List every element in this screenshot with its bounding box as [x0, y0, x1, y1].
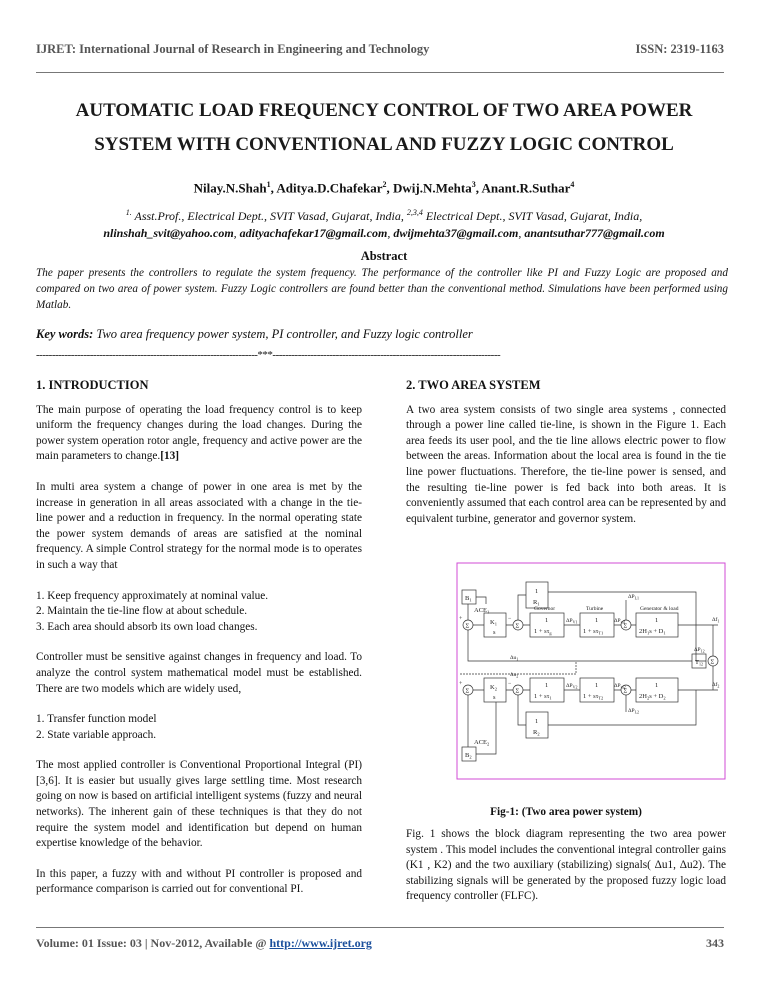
genload-label: Generator & load: [640, 606, 679, 612]
paper-title: [36, 94, 732, 162]
k2-s-label: s: [493, 694, 496, 701]
running-header: [36, 42, 724, 57]
affil-sup-1: 1.: [125, 208, 132, 217]
author-3-sup: 3: [471, 180, 476, 189]
plus-sign: +: [459, 616, 463, 622]
affil-text-1: Asst.Prof., Electrical Dept., SVIT Vasad, Gujarat, India,: [131, 209, 407, 223]
model-list: [36, 712, 362, 743]
two-area-block-diagram: [456, 562, 726, 780]
minus-sign: −: [508, 681, 512, 687]
header-rule: [36, 72, 724, 73]
sum5-symbol: Σ: [465, 687, 470, 695]
section-separator: ----------------------------------------------------------------------***------------------------------------------------------------------------: [36, 349, 501, 361]
dpv1-label: $\Delta P_{V1}$: [566, 618, 578, 625]
r1-den: $R_1$: [533, 599, 540, 607]
k1-s-label: s: [493, 629, 496, 636]
sum4-symbol: Σ: [710, 658, 715, 666]
dp12-label: $\Delta P_{12}$: [694, 647, 705, 654]
abstract-heading: Abstract: [360, 249, 408, 263]
intro-p1-ref: [13]: [160, 450, 180, 463]
intro-paragraph-4: The most applied controller is Conventional Proportional Integral (PI) [3,6]. It is easier but usually gives large settling time. Most research going on now is based on artificial intelligent systems (fuzzy and neural networks). The inherent gain of these techniques is that they do not require the system model and identification but depend on human expertise knowledge of the behavior.: [36, 759, 362, 850]
email-2-link[interactable]: adityachafekar17@gmail.com: [239, 226, 388, 240]
gen2-den: $2H_2s + D_2$: [639, 693, 666, 701]
plus-sign: +: [459, 681, 463, 687]
author-3: Dwij.N.Mehta: [393, 180, 472, 196]
list-item: 2. State variable approach.: [36, 728, 157, 741]
email-1-link[interactable]: nlinshah_svit@yahoo.com: [103, 226, 234, 240]
k1-label: $K_1$: [490, 619, 497, 627]
author-4-sup: 4: [570, 180, 575, 189]
figure-description: Fig. 1 shows the block diagram representing the two area power system . This model includes the conventional integral controller gains (K1 , K2) and the two auxiliary (stabilizing) signals( Δu1, Δu2). The stabilizing signals will be generated by the proposed fuzzy logic load frequency controller (FLFC).: [406, 828, 726, 903]
keywords: [36, 327, 728, 342]
author-1: Nilay.N.Shah: [193, 180, 267, 196]
running-footer: [36, 936, 724, 951]
intro-paragraph-2: In multi area system a change of power in one area is met by the increase in generation in all areas associated with a change in the tie-line power and a reduction in frequency. In the normal operating state the power system demands of areas are satisfied at the nominal frequency. A simple Control strategy for the normal mode is to operates in such a way that: [36, 480, 362, 571]
k2-label: $K_2$: [490, 684, 497, 692]
du1-label: $\Delta u_1$: [510, 655, 519, 662]
email-4-link[interactable]: anantsuthar777@gmail.com: [524, 226, 665, 240]
title-line-2: SYSTEM WITH CONVENTIONAL AND FUZZY LOGIC CONTROL: [94, 134, 674, 155]
b1-label: $B_1$: [465, 595, 472, 603]
gen2-num: 1: [655, 682, 659, 689]
ace1-label: $ACE_1$: [474, 607, 490, 615]
dpm1-label: $\Delta P_{m1}$: [614, 618, 626, 625]
sum7-symbol: Σ: [623, 687, 628, 695]
author-1-sup: 1: [266, 180, 271, 189]
dpl1-label: $\Delta P_{L1}$: [628, 594, 640, 601]
intro-paragraph-5: In this paper, a fuzzy with and without PI controller is proposed and performance comparison is carried out for conventional PI.: [36, 867, 362, 896]
title-line-1: AUTOMATIC LOAD FREQUENCY CONTROL OF TWO AREA POWER: [75, 100, 693, 121]
governor-label: Governor: [534, 606, 556, 612]
objective-list: [36, 589, 362, 636]
affiliation-line: [30, 204, 738, 225]
keywords-text: Two area frequency power system, PI controller, and Fuzzy logic controller: [93, 327, 473, 341]
list-item: 2. Maintain the tie-line flow at about schedule.: [36, 605, 248, 618]
author-2: Aditya.D.Chafekar: [276, 180, 383, 196]
r2-den: $R_2$: [533, 729, 540, 737]
df1-label: $\Delta f_1$: [712, 617, 720, 624]
figure-border: [457, 563, 725, 779]
list-item: 1. Keep frequency approximately at nominal value.: [36, 589, 269, 602]
list-item: 3. Each area should absorb its own load changes.: [36, 620, 258, 633]
dpl2-label: $\Delta P_{L2}$: [628, 708, 640, 715]
ace2-label: $ACE_2$: [474, 739, 490, 747]
dpv2-label: $\Delta P_{V2}$: [566, 683, 578, 690]
intro-paragraph-1: [36, 403, 362, 465]
affiliations: [30, 204, 738, 242]
author-2-sup: 2: [382, 180, 387, 189]
minus-sign: −: [508, 616, 512, 622]
tur2-den: $1 + s\tau_{T2}$: [583, 693, 604, 701]
b2-label: $B_2$: [465, 752, 472, 760]
email-3-link[interactable]: dwijmehta37@gmail.com: [393, 226, 519, 240]
author-list: Nilay.N.Shah$^1$, Aditya.D.Chafekar$^2$, Dwij.N.Mehta$^3$, Anant.R.Suthar$^4$: [193, 180, 575, 196]
affil-sup-2: 2,3,4: [406, 208, 423, 217]
df2-label: $\Delta f_2$: [712, 682, 720, 689]
gen1-den: $2H_1s + D_1$: [639, 628, 666, 636]
du2-label: $\Delta u_2$: [510, 672, 519, 679]
journal-website-link[interactable]: http://www.ijret.org: [269, 936, 372, 950]
two-area-paragraph: A two area system consists of two single area systems , connected through a power line called tie-line, is shown in the Figure 1. Each area feeds its user pool, and the tie line allows electric power to flow between the areas. Information about the local area is found in the tie line power fluctuations. Therefore, the tie-line power is sensed, and the resulting tie-line power is fed back into both areas. It is conveniently assumed that each control area can be represented by and equivalent turbine, generator and governor system.: [406, 403, 726, 525]
tur2-num: 1: [595, 682, 599, 689]
two-area-heading: 2. TWO AREA SYSTEM: [406, 378, 541, 392]
r1-num: 1: [535, 588, 539, 595]
t12-label: $T_{12}$: [695, 659, 703, 667]
affil-text-2: Electrical Dept., SVIT Vasad, Gujarat, India,: [422, 209, 643, 223]
abstract-text: The paper presents the controllers to regulate the system frequency. The performance of the controller like PI and Fuzzy Logic are proposed and compared on two area of power system. Fuzzy Logic controllers are found better than the conventional method. Simulations have been performed using Matlab.: [36, 267, 728, 311]
gov2-den: $1 + s\tau_1$: [534, 693, 552, 701]
figure-caption: Fig-1: (Two area power system): [490, 806, 642, 818]
intro-heading: 1. INTRODUCTION: [36, 378, 149, 392]
gov2-num: 1: [545, 682, 549, 689]
email-line: nlinshah_svit@yahoo.com, adityachafekar17@gmail.com, dwijmehta37@gmail.com, anantsuthar777@gmail.com: [103, 226, 665, 240]
dpm2-label: $\Delta P_{m2}$: [614, 683, 626, 690]
left-column: [36, 378, 362, 913]
r2-num: 1: [535, 718, 539, 725]
issn: ISSN: 2319-1163: [635, 42, 724, 56]
turbine-label: Turbine: [586, 606, 604, 612]
right-column: [406, 378, 726, 542]
author-4: Anant.R.Suthar: [481, 180, 571, 196]
tur1-num: 1: [595, 617, 599, 624]
footer-rule: [36, 927, 724, 928]
gov1-den: $1 + s\tau_g$: [534, 628, 552, 636]
gen1-num: 1: [655, 617, 659, 624]
journal-name: IJRET: International Journal of Research in Engineering and Technology: [36, 42, 430, 56]
footer-prefix: Volume: 01 Issue: 03 | Nov-2012, Available @: [36, 936, 270, 950]
sum2-symbol: Σ: [515, 622, 520, 630]
footer-volume: [36, 936, 372, 951]
intro-p1-text: The main purpose of operating the load frequency control is to keep uniform the frequency changes during the load changes. During the power system operation rotor angle, frequency and active power are the main parameters to change.: [36, 403, 362, 463]
sum1-symbol: Σ: [465, 622, 470, 630]
tur1-den: $1 + s\tau_{T1}$: [583, 628, 604, 636]
keywords-label: Key words:: [36, 327, 94, 341]
intro-paragraph-3: Controller must be sensitive against changes in frequency and load. To analyze the control system mathematical model must be established. There are two models which are widely used,: [36, 651, 362, 695]
page-number: 343: [706, 936, 724, 950]
sum3-symbol: Σ: [623, 622, 628, 630]
list-item: 1. Transfer function model: [36, 713, 157, 726]
sum6-symbol: Σ: [515, 687, 520, 695]
gov1-num: 1: [545, 617, 549, 624]
